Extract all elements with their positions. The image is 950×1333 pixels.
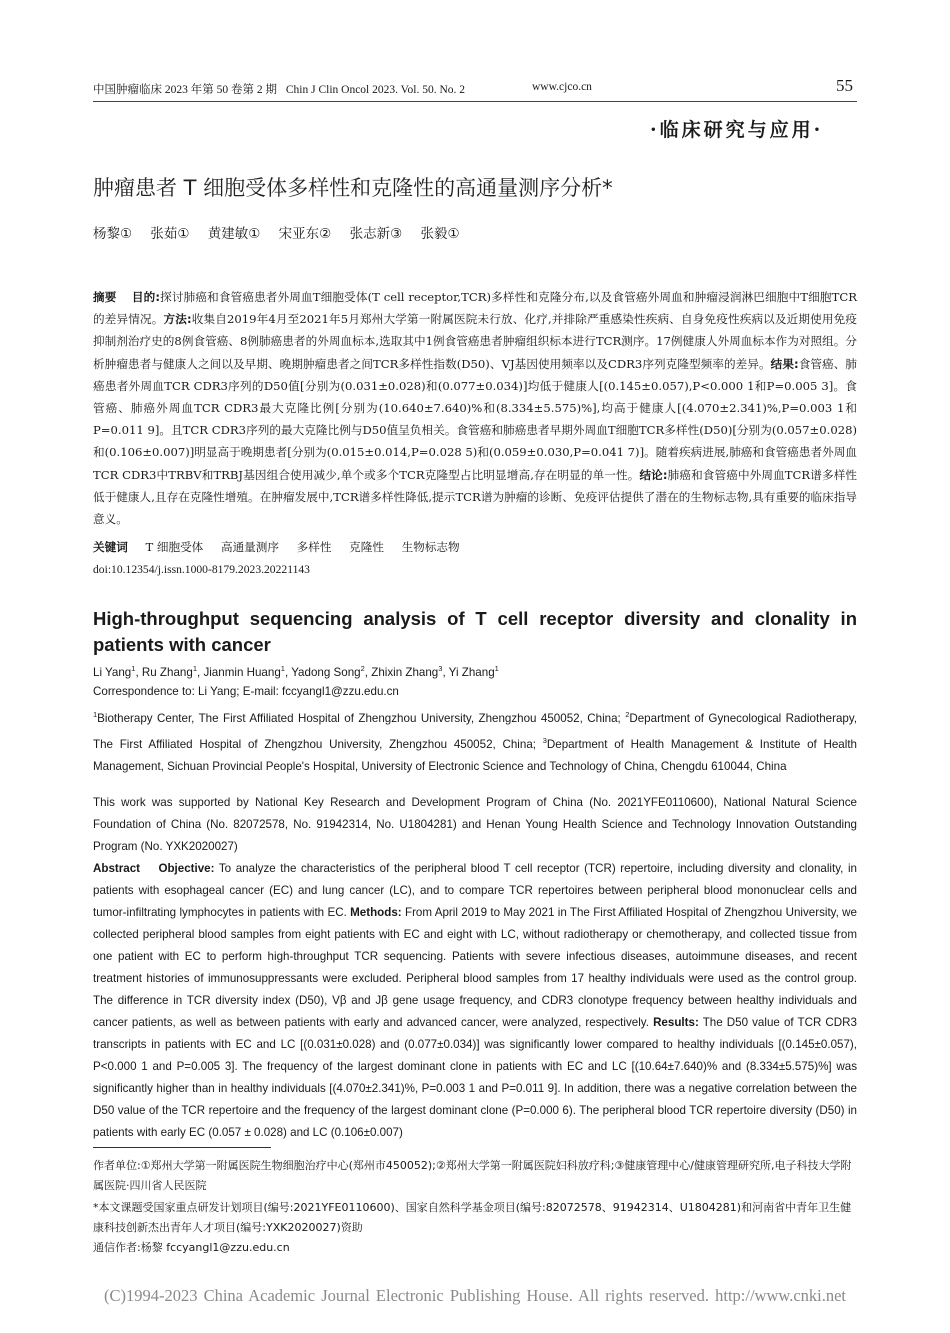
abstract-label-cn: 摘要 xyxy=(93,290,117,304)
abstract-label-en: Abstract xyxy=(93,862,141,875)
journal-url: www.cjco.cn xyxy=(532,81,592,93)
author-name: Zhixin Zhang xyxy=(371,665,439,679)
journal-name-en: Chin J Clin Oncol 2023. Vol. 50. No. 2 xyxy=(285,84,465,96)
copyright-notice: (C)1994-2023 China Academic Journal Electronic Publishing House. All rights reserved. http://www.cnki.net xyxy=(103,1286,847,1305)
affil-sup: 1 xyxy=(93,710,98,719)
journal-name-cn: 中国肿瘤临床 2023 年第 50 卷第 2 期 xyxy=(93,84,277,96)
conclusion-label-cn: 结论: xyxy=(639,467,668,482)
affil-sup: 3 xyxy=(542,735,547,745)
footnote-correspondence: 通信作者:杨黎 fccyangl1@zzu.edu.cn xyxy=(93,1241,290,1254)
results-label-en: Results: xyxy=(653,1016,699,1029)
author-affil-sup: 2 xyxy=(360,664,365,673)
keyword-item: 克隆性 xyxy=(349,540,384,554)
keyword-item: 生物标志物 xyxy=(401,540,460,554)
footnote-rule xyxy=(93,1147,271,1148)
affiliations-en xyxy=(93,704,857,778)
objective-text-en: To analyze the characteristics of the peripheral blood T cell receptor (TCR) repertoire, including diversity and clonality, in patients with esophageal cancer (EC) and lung cancer (LC), and to compare TCR repertoires between peripheral blood mononuclear cells and tumor-infiltrating lymphocytes in patients with EC. xyxy=(93,862,857,919)
footnote-units: 作者单位:①郑州大学第一附属医院生物细胞治疗中心(郑州市450052);②郑州大学第一附属医院妇科放疗科;③健康管理中心/健康管理研究所,电子科技大学附属医院·四川省人民医院 xyxy=(93,1159,852,1192)
keywords-cn xyxy=(93,539,474,555)
affiliation: Department of Health Management & Institute of Health Management, Sichuan Provincial People's Hospital, University of Electronic Science and Technology of China, Chengdu 610044, China xyxy=(93,737,857,773)
header-rule xyxy=(93,101,857,102)
results-label-cn: 结果: xyxy=(770,356,799,371)
abstract-cn xyxy=(93,286,857,530)
methods-text-cn: 收集自2019年4月至2021年5月郑州大学第一附属医院未行放、化疗,并排除严重感染性疾病、自身免疫性疾病以及近期使用免疫抑制剂治疗史的8例食管癌、8例肺癌患者的外周血标本,选取其中1例食管癌患者肿瘤组织标本进行TCR测序。17例健康人外周血标本作为对照组。分析肿瘤患者与健康人之间以及早期、晚期肿瘤患者之间TCR多样性指数(D50)、VJ基因使用频率以及CDR3序列克隆型频率的差异。 xyxy=(93,312,857,371)
article-title-cn: 肿瘤患者 T 细胞受体多样性和克隆性的高通量测序分析* xyxy=(93,176,613,200)
methods-text-en: From April 2019 to May 2021 in The First Affiliated Hospital of Zhengzhou University, we collected peripheral blood samples from eight patients with EC and eight with LC, without radiotherapy or chemotherapy, and collected tissue from one patient with EC to perform high-throughput TCR sequencing. Patients with severe infectious diseases, autoimmune diseases, and recent treatment histories of immunosuppressants were excluded. Peripheral blood samples from 17 healthy individuals were used as the control group. The difference in TCR diversity index (D50), Vβ and Jβ gene usage frequency, and CDR3 clonotype frequency between healthy individuals and cancer patients, as well as between patients with early and advanced cancer, were analyzed, respectively. xyxy=(93,906,857,1029)
author-list-en: Li Yang$^1$, Ru Zhang$^1$, Jianmin Huang$^1$, Yadong Song$^2$, Zhixin Zhang$^3$, Yi Zhang$^1$ xyxy=(93,664,499,679)
keywords-label: 关键词 xyxy=(93,540,128,554)
running-header xyxy=(93,81,471,97)
author-affil-sup: 1 xyxy=(192,664,197,673)
objective-text-cn: 探讨肺癌和食管癌患者外周血T细胞受体(T cell receptor,TCR)多样性和克隆分布,以及食管癌外周血和肿瘤浸润淋巴细胞中T细胞TCR的差异情况。 xyxy=(93,290,857,327)
author-name: Ru Zhang xyxy=(141,665,193,679)
page-number: 55 xyxy=(836,76,853,95)
objective-label-en: Objective: xyxy=(158,862,215,875)
affiliation: Department of Gynecological Radiotherapy, The First Affiliated Hospital of Zhengzhou University, Zhengzhou 450052, China; xyxy=(93,711,858,751)
author-name: Yi Zhang xyxy=(448,665,495,679)
author-affil-sup: 3 xyxy=(438,664,443,673)
results-text-en: The D50 value of TCR CDR3 transcripts in patients with EC and LC [(0.031±0.028) and (0.077±0.034)] was significantly lower compared to healthy individuals [(0.145±0.057), P<0.000 1 and P=0.005 3]. The frequency of the largest dominant clone in patients with EC and LC [(10.64±7.640)% and (8.334±5.575)%] was significantly higher than in healthy individuals [(4.070±2.341)%, P=0.003 1 and P=0.011 9]. In addition, there was a negative correlation between the D50 value of the TCR repertoire and the frequency of the largest dominant clone (P=0.000 6). The peripheral blood TCR repertoire diversity (D50) in patients with early EC (0.057 ± 0.028) and LC (0.106±0.007) xyxy=(93,1016,857,1139)
doi: doi:10.12354/j.issn.1000-8179.2023.20221143 xyxy=(93,563,310,576)
objective-label-cn: 目的: xyxy=(131,290,160,304)
article-title-en: High-throughput sequencing analysis of T cell receptor diversity and clonality in patients with cancer xyxy=(93,608,857,655)
methods-label-cn: 方法: xyxy=(163,312,192,327)
keyword-item: 高通量测序 xyxy=(220,540,279,554)
conclusion-text-cn: 肺癌和食管癌中外周血TCR谱多样性低于健康人,且存在克隆性增殖。在肿瘤发展中,TCR谱多样性降低,提示TCR谱为肿瘤的诊断、免疫评估提供了潜在的生物标志物,具有重要的临床指导意义。 xyxy=(93,467,858,527)
author-affil-sup: 1 xyxy=(280,664,285,673)
abstract-en xyxy=(93,858,857,1144)
footnote-funding: *本文课题受国家重点研发计划项目(编号:2021YFE0110600)、国家自然科学基金项目(编号:82072578、91942314、U1804281)和河南省中青年卫生健康科技创新杰出青年人才项目(编号:YXK2020027)资助 xyxy=(93,1201,852,1234)
funding-en: This work was supported by National Key Research and Development Program of China (No. 2021YFE0110600), National Natural Science Foundation of China (No. 82072578, No. 91942314, No. U1804281) and Henan Young Health Science and Technology Innovation Outstanding Program (No. YXK2020027) xyxy=(93,796,857,853)
affiliation: Biotherapy Center, The First Affiliated Hospital of Zhengzhou University, Zhengzhou 450052, China; xyxy=(97,711,626,725)
author-name: Li Yang xyxy=(93,665,132,679)
correspondence-en: Correspondence to: Li Yang; E-mail: fccyangl1@zzu.edu.cn xyxy=(93,685,399,698)
author-name: Jianmin Huang xyxy=(203,665,281,679)
results-text-cn: 食管癌、肺癌患者外周血TCR CDR3序列的D50值[分别为(0.031±0.028)和(0.077±0.034)]均低于健康人[(0.145±0.057),P<0.000 1和P=0.005 3]。食管癌、肺癌外周血TCR CDR3最大克隆比例[分别为(10.640±7.640)%和(8.334±5.575)%],均高于健康人[(4.070±2.341)%,P=0.003 1和P=0.011 9]。且TCR CDR3序列的最大克隆比例与D50值呈负相关。食管癌和肺癌患者早期外周血T细胞TCR多样性(D50)[分别为(0.057±0.028)和(0.106±0.007)]明显高于晚期患者[分别为(0.015±0.014,P=0.028 5)和(0.059±0.030,P=0.041 7)]。随着疾病进展,肺癌和食管癌患者外周血TCR CDR3中TRBV和TRBJ基因组合使用减少,单个或多个TCR克隆型占比明显增高,存在明显的单一性。 xyxy=(93,356,857,482)
affil-sup: 2 xyxy=(625,710,630,719)
author-name: Yadong Song xyxy=(291,665,361,679)
author-affil-sup: 1 xyxy=(494,664,499,673)
author-affil-sup: 1 xyxy=(131,664,136,673)
author-list-cn: 杨黎① 张茹① 黄建敏① 宋亚东② 张志新③ 张毅① xyxy=(93,226,460,242)
section-label: ·临床研究与应用· xyxy=(650,119,824,141)
methods-label-en: Methods: xyxy=(350,906,402,919)
keyword-item: T 细胞受体 xyxy=(145,540,204,554)
keyword-item: 多样性 xyxy=(296,540,332,554)
